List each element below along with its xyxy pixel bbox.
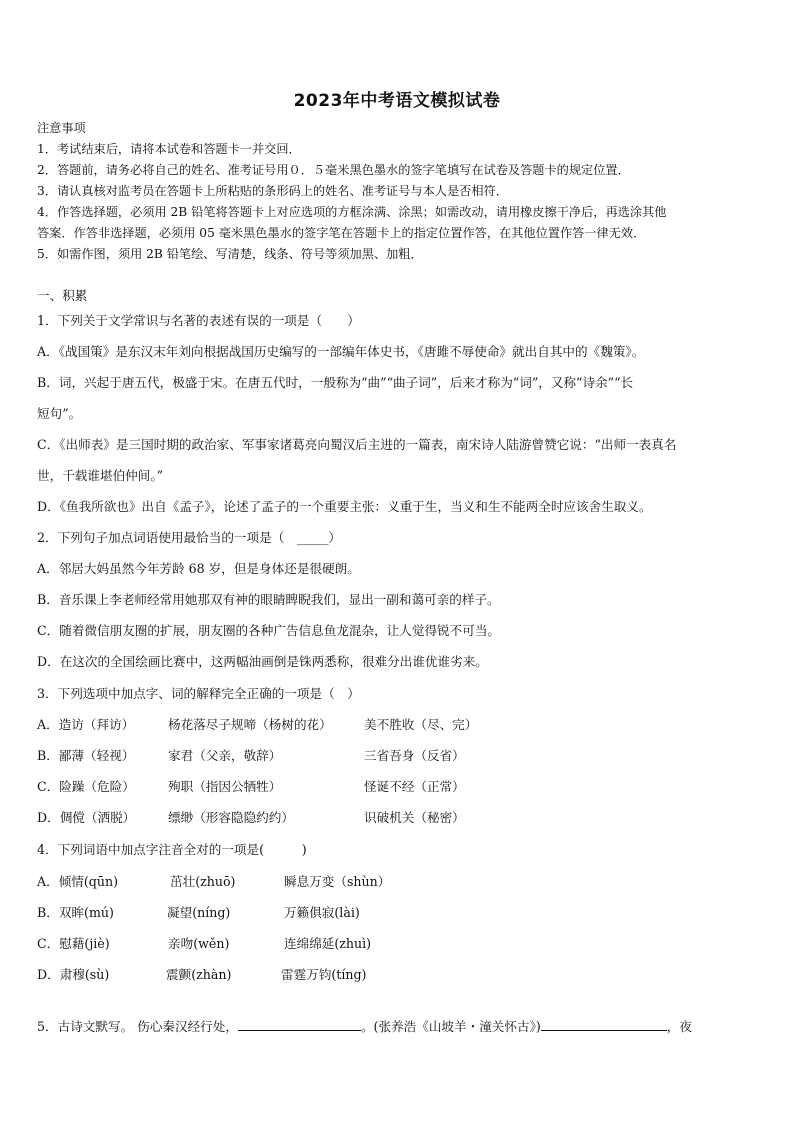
- option-cell: 连绵绵延(zhuì): [284, 936, 372, 951]
- option-c: C．随着微信朋友圈的扩展，朋友圈的各种广告信息鱼龙混杂，让人觉得锐不可当。: [37, 623, 501, 638]
- option-cell: D．倜傥（洒脱）: [37, 810, 136, 825]
- option-cell: A．倾情(qūn): [37, 874, 118, 889]
- option-cell: A．造访（拜访）: [37, 717, 135, 732]
- option-a: A．邻居大妈虽然今年芳龄 68 岁，但是身体还是很硬朗。: [37, 561, 360, 576]
- option-cell: 万籁俱寂(lài): [284, 905, 360, 920]
- question-stem: 2．下列句子加点词语使用最恰当的一项是（ _____）: [37, 530, 341, 545]
- section-heading: 一、积累: [37, 288, 88, 303]
- option-cell: D．肃穆(sù): [37, 967, 110, 982]
- option-cell: C．慰藉(jiè): [37, 936, 110, 951]
- option-b: B．音乐课上李老师经常用她那双有神的眼睛睥睨我们，显出一副和蔼可亲的样子。: [37, 592, 500, 607]
- option-cell: 识破机关（秘密）: [364, 810, 465, 825]
- q5-middle: 。(张养浩《山坡羊・潼关怀古》): [360, 1019, 541, 1034]
- q5-prefix: 5．古诗文默写。 伤心秦汉经行处，: [37, 1019, 238, 1034]
- answer-blank[interactable]: [238, 1018, 361, 1031]
- note-item: 1．考试结束后，请将本试卷和答题卡一并交回．: [37, 142, 301, 156]
- option-b-cont: 短句”。: [37, 406, 82, 421]
- question-5: [37, 1018, 692, 1035]
- option-c-cont: 世，千载谁堪伯仲间。”: [37, 468, 164, 483]
- option-cell: B．鄙薄（轻视）: [37, 748, 135, 763]
- option-cell: 亲吻(wěn): [168, 936, 230, 951]
- option-cell: 震颤(zhàn): [166, 967, 232, 982]
- note-item: 4．作答选择题，必须用 2B 铅笔将答题卡上对应选项的方框涂满、涂黑；如需改动，请用橡皮擦干净后，再选涂其他: [37, 205, 667, 219]
- option-a: A．《战国策》是东汉末年刘向根据战国历史编写的一部编年体史书，《唐雎不辱使命》就出自其中的《魏策》。: [37, 344, 645, 359]
- option-cell: 怪诞不经（正常）: [364, 779, 465, 794]
- notes-heading: 注意事项: [37, 121, 86, 135]
- option-cell: 雷霆万钧(tíng): [281, 967, 367, 982]
- option-c: C．《出师表》是三国时期的政治家、军事家诸葛亮向蜀汉后主进的一篇表，南宋诗人陆游曾赞它说：“出师一表真名: [37, 437, 677, 452]
- option-cell: B．双眸(mú): [37, 905, 114, 920]
- option-cell: 家君（父亲，敬辞）: [168, 748, 282, 763]
- question-stem: 1．下列关于文学常识与名著的表述有误的一项是（ ）: [37, 313, 360, 328]
- option-cell: C．险躁（危险）: [37, 779, 135, 794]
- note-item: 2．答题前，请务必将自己的姓名、准考证号用０．５毫米黑色墨水的签字笔填写在试卷及答题卡的规定位置．: [37, 163, 630, 177]
- answer-blank[interactable]: [541, 1018, 667, 1031]
- exam-title: 2023年中考语文模拟试卷: [293, 91, 501, 111]
- option-cell: 凝望(níng): [167, 905, 231, 920]
- option-d: D．在这次的全国绘画比赛中，这两幅油画倒是铢两悉称，很难分出谁优谁劣来。: [37, 654, 488, 669]
- question-stem: 4．下列词语中加点字注音全对的一项是( ): [37, 842, 307, 857]
- question-stem: 3．下列选项中加点字、词的解释完全正确的一项是（ ）: [37, 686, 360, 701]
- q5-suffix: ，夜: [666, 1019, 692, 1034]
- option-b: B．词，兴起于唐五代，极盛于宋。在唐五代时，一般称为“曲”“曲子词”，后来才称为“词”，又称“诗余”“长: [37, 375, 634, 390]
- option-cell: 美不胜收（尽、完）: [364, 717, 478, 732]
- note-item: 5．如需作图，须用 2B 铅笔绘、写清楚，线条、符号等须加黑、加粗．: [37, 247, 423, 261]
- option-cell: 殉职（指因公牺牲）: [168, 779, 282, 794]
- option-cell: 杨花落尽子规啼（杨树的花）: [168, 717, 332, 732]
- option-cell: 缥缈（形容隐隐约约）: [168, 810, 294, 825]
- option-cell: 茁壮(zhuō): [170, 874, 236, 889]
- option-cell: 瞬息万变（shùn）: [284, 874, 391, 889]
- option-d: D．《鱼我所欲也》出自《孟子》，论述了孟子的一个重要主张：义重于生，当义和生不能两全时应该舍生取义。: [37, 499, 652, 514]
- option-cell: 三省吾身（反省）: [364, 748, 465, 763]
- note-item: 3．请认真核对监考员在答题卡上所粘贴的条形码上的姓名、准考证号与本人是否相符．: [37, 184, 508, 198]
- note-item: 答案．作答非选择题，必须用 05 毫米黑色墨水的签字笔在答题卡上的指定位置作答，在其他位置作答一律无效．: [37, 226, 646, 240]
